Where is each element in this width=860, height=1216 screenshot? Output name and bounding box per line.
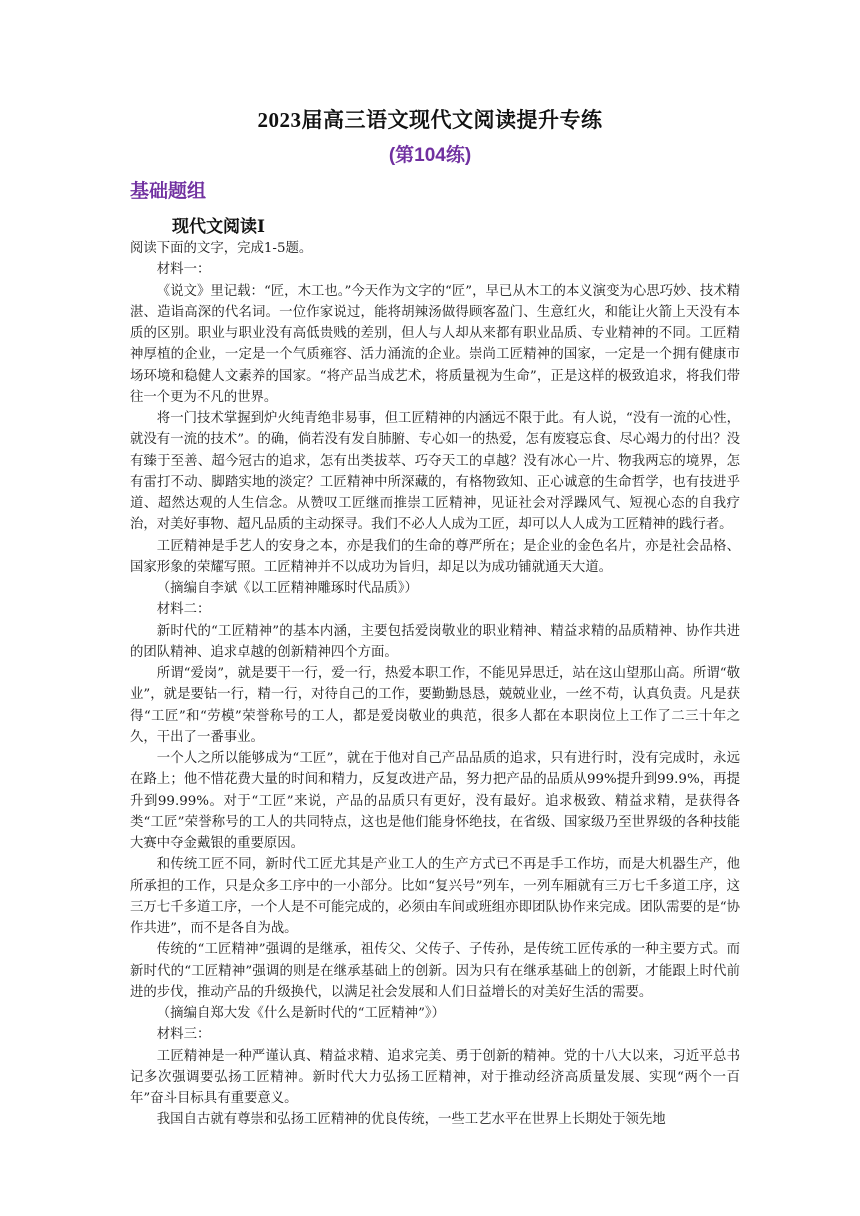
paragraph: 材料三： xyxy=(156,1027,211,1043)
source-citation: （摘编自李斌《以工匠精神雕琢时代品质》） xyxy=(156,581,418,596)
paragraph: 《说文》里记载：“匠，木工也。”今天作为文字的“匠”，早已从木工的本义演变为心思巧妙、技术精湛、造诣高深的代名词。一位作家说过，能将胡辣汤做得顾客盈门、生意红火，和能让火箭上天没有本质的区别。职业与职业没有高低贵贱的差别，但人与人却从来都有职业品质、专业精神的不同。工匠精神厚植的企业，一定是一个气质雍容、活力涌流的企业。崇尚工匠精神的国家，一定是一个拥有健康市场环境和稳健人文素养的国家。“将产品当成艺术，将质量视为生命”，正是这样的极致追求，将我们带往一个更为不凡的世界。 xyxy=(130,283,740,405)
paragraph: 材料一： xyxy=(156,262,211,278)
practice-number: (第104练) xyxy=(388,145,472,166)
document-body xyxy=(130,238,740,1131)
paragraph: 传统的“工匠精神”强调的是继承，祖传父、父传子、子传孙，是传统工匠传承的一种主要方式。而新时代的“工匠精神”强调的则是在继承基础上的创新。因为只有在继承基础上的创新，才能跟上时代前进的步伐，推动产品的升级换代，以满足社会发展和人们日益增长的对美好生活的需要。 xyxy=(130,942,740,1000)
source-citation: （摘编自郑大发《什么是新时代的“工匠精神”》） xyxy=(156,1006,445,1021)
document-title: 2023届高三语文现代文阅读提升专练 xyxy=(257,108,603,132)
paragraph: 所谓“爱岗”，就是要干一行，爱一行，热爱本职工作，不能见异思迁，站在这山望那山高。所谓“敬业”，就是要钻一行，精一行，对待自己的工作，要勤勤恳恳，兢兢业业，一丝不苟，认真负责。凡是获得“工匠”和“劳模”荣誉称号的工人，都是爱岗敬业的典范，很多人都在本职岗位上工作了二三十年之久，干出了一番事业。 xyxy=(130,666,740,745)
paragraph: 新时代的“工匠精神”的基本内涵，主要包括爱岗敬业的职业精神、精益求精的品质精神、协作共进的团队精神、追求卓越的创新精神四个方面。 xyxy=(130,623,740,660)
section-heading: 基础题组 xyxy=(130,181,207,202)
paragraph: 工匠精神是手艺人的安身之本，亦是我们的生命的尊严所在；是企业的金色名片，亦是社会品格、国家形象的荣耀写照。工匠精神并不以成功为旨归，却足以为成功铺就通天大道。 xyxy=(130,538,740,575)
paragraph: 一个人之所以能够成为“工匠”，就在于他对自己产品品质的追求，只有进行时，没有完成时，永远在路上；他不惜花费大量的时间和精力，反复改进产品，努力把产品的品质从99%提升到99.9%，再提升到99.99%。对于“工匠”来说，产品的品质只有更好，没有最好。追求极致、精益求精，是获得各类“工匠”荣誉称号的工人的共同特点，这也是他们能身怀绝技，在省级、国家级乃至世界级的各种技能大赛中夺金戴银的重要原因。 xyxy=(130,751,740,851)
reading-heading: 现代文阅读Ⅰ xyxy=(172,217,265,236)
paragraph: 材料二： xyxy=(156,602,211,618)
paragraph: 将一门技术掌握到炉火纯青绝非易事，但工匠精神的内涵远不限于此。有人说，“没有一流的心性，就没有一流的技术”。的确，倘若没有发自肺腑、专心如一的热爱，怎有废寝忘食、尽心竭力的付出？没有臻于至善、超今冠古的追求，怎有出类拔萃、巧夺天工的卓越？没有冰心一片、物我两忘的境界，怎有雷打不动、脚踏实地的淡定？工匠精神中所深藏的，有格物致知、正心诚意的生命哲学，也有技进乎道、超然达观的人生信念。从赞叹工匠继而推崇工匠精神，见证社会对浮躁风气、短视心态的自我疗治，对美好事物、超凡品质的主动探寻。我们不必人人成为工匠，却可以人人成为工匠精神的践行者。 xyxy=(130,411,740,533)
paragraph: 工匠精神是一种严谨认真、精益求精、追求完美、勇于创新的精神。党的十八大以来，习近平总书记多次强调要弘扬工匠精神。新时代大力弘扬工匠精神，对于推动经济高质量发展、实现“两个一百年”奋斗目标具有重要意义。 xyxy=(130,1048,740,1106)
paragraph: 阅读下面的文字，完成1-5题。 xyxy=(130,241,313,256)
paragraph: 我国自古就有尊崇和弘扬工匠精神的优良传统，一些工艺水平在世界上长期处于领先地 xyxy=(156,1112,666,1128)
paragraph: 和传统工匠不同，新时代工匠尤其是产业工人的生产方式已不再是手工作坊，而是大机器生产，他所承担的工作，只是众多工序中的一小部分。比如“复兴号”列车，一列车厢就有三万七千多道工序，这三万七千多道工序，一个人是不可能完成的，必须由车间或班组亦即团队协作来完成。团队需要的是“协作共进”，而不是各自为战。 xyxy=(130,857,740,936)
